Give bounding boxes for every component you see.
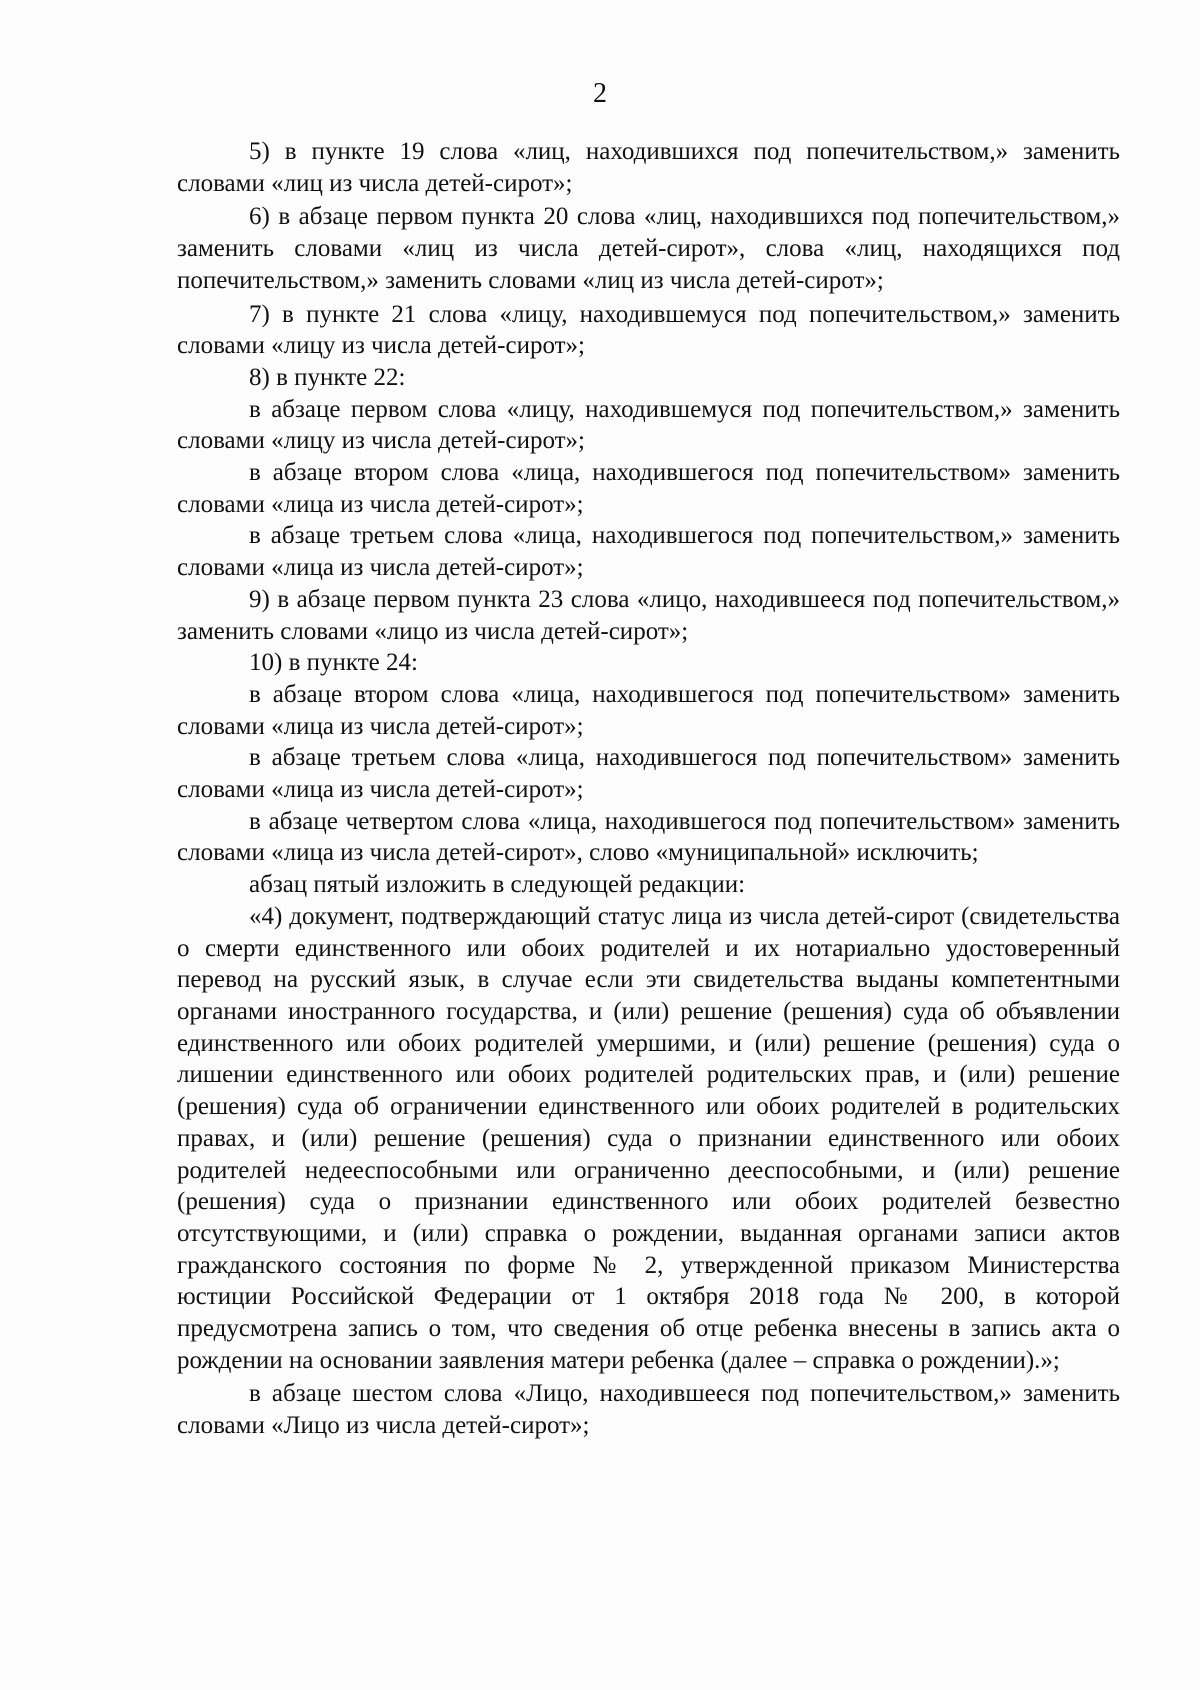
document-body xyxy=(177,136,1120,1442)
paragraph-item-7: 7) в пункте 21 слова «лицу, находившемуся под попечительством,» заменить словами «лицу из числа детей-сирот»; xyxy=(177,300,1120,360)
paragraph-item-10-abzac-5-intro: абзац пятый изложить в следующей редакции: xyxy=(249,871,746,899)
paragraph-item-5: 5) в пункте 19 слова «лиц, находившихся под попечительством,» заменить словами «лиц из числа детей-сирот»; xyxy=(177,138,1120,197)
paragraph-item-10-abzac-4: в абзаце четвертом слова «лица, находившегося под попечительством» заменить словами «лица из числа детей-сирот», слово «муниципальной» исключить; xyxy=(177,807,1120,867)
paragraph-new-wording: «4) документ, подтверждающий статус лица из числа детей-сирот (свидетельства о смерти единственного или обоих родителей и их нотариально удостоверенный перевод на русский язык, в случае если эти свидетельства выданы компетентными органами иностранного государства, и (или) решение (решения) суда об объявлении единственного или обоих родителей умершими, и (или) решение (решения) суда о лишении единственного или обоих родителей родительских прав, и (или) решение (решения) суда об ограничении единственного или обоих родителей в родительских правах, и (или) решение (решения) суда о признании единственного или обоих родителей недееспособными или ограниченно дееспособными, и (или) решение (решения) суда о признании единственного или обоих родителей безвестно отсутствующими, и (или) справка о рождении, выданная органами записи актов гражданского состояния по форме № 2, утвержденной приказом Министерства юстиции Российской Федерации от 1 октября 2018 года № 200, в которой предусмотрена запись о том, что сведения об отце ребенка внесены в запись акта о рождении на основании заявления матери ребенка (далее – справка о рождении).»; xyxy=(177,902,1120,1374)
paragraph-item-8-abzac-3: в абзаце третьем слова «лица, находившегося под попечительством,» заменить словами «лица из числа детей-сирот»; xyxy=(177,522,1120,582)
paragraph-item-10-abzac-2: в абзаце втором слова «лица, находившегося под попечительством» заменить словами «лица из числа детей-сирот»; xyxy=(177,680,1120,740)
paragraph-item-8-abzac-1: в абзаце первом слова «лицу, находившемуся под попечительством,» заменить словами «лицу из числа детей-сирот»; xyxy=(177,395,1120,455)
paragraph-item-8: 8) в пункте 22: xyxy=(249,363,406,391)
page-number: 2 xyxy=(593,78,607,109)
paragraph-item-6: 6) в абзаце первом пункта 20 слова «лиц, находившихся под попечительством,» заменить словами «лиц из числа детей-сирот», слова «лиц, находящихся под попечительством,» заменить словами «лиц из числа детей-сирот»; xyxy=(177,203,1120,294)
paragraph-item-8-abzac-2: в абзаце втором слова «лица, находившегося под попечительством» заменить словами «лица из числа детей-сирот»; xyxy=(177,459,1120,518)
paragraph-item-10: 10) в пункте 24: xyxy=(249,649,418,677)
paragraph-item-9: 9) в абзаце первом пункта 23 слова «лицо, находившееся под попечительством,» заменить словами «лицо из числа детей-сирот»; xyxy=(177,585,1120,645)
paragraph-item-10-abzac-6: в абзаце шестом слова «Лицо, находившееся под попечительством,» заменить словами «Лицо из числа детей-сирот»; xyxy=(177,1380,1120,1440)
paragraph-item-10-abzac-3: в абзаце третьем слова «лица, находившегося под попечительством» заменить словами «лица из числа детей-сирот»; xyxy=(177,744,1120,804)
